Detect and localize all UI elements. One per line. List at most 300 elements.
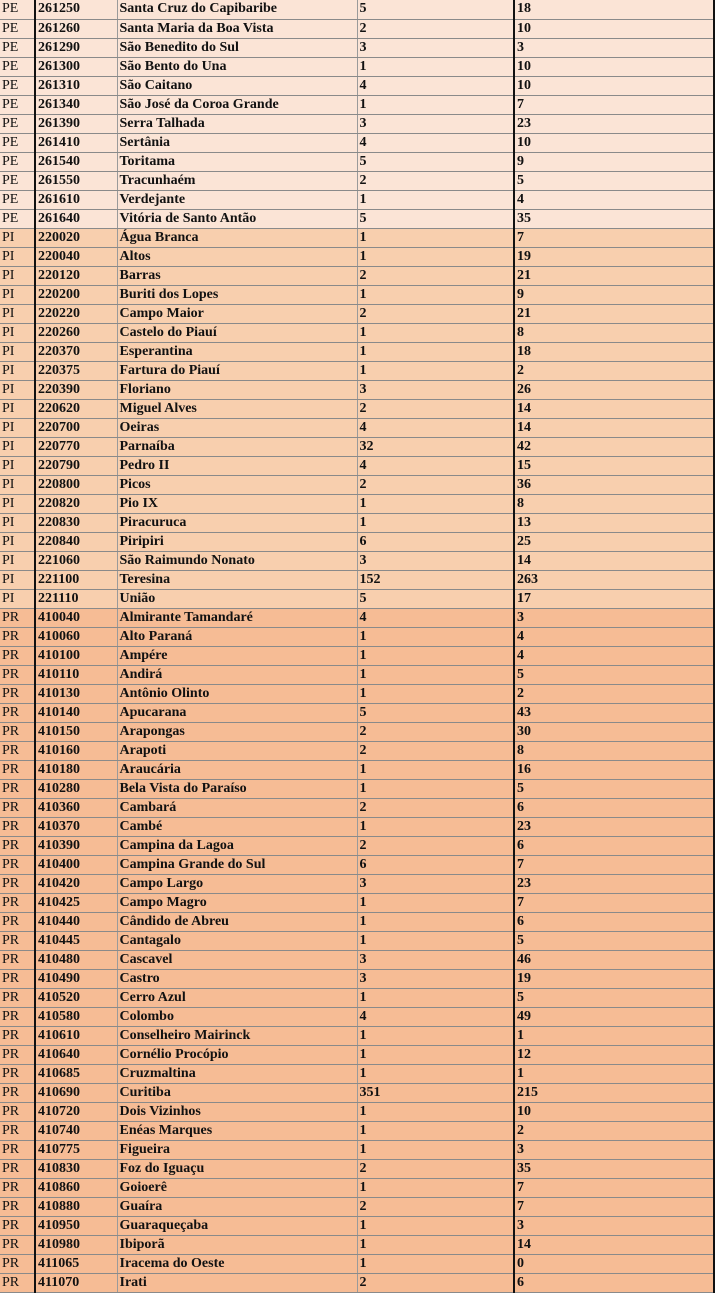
ibge-code-cell: 261540 <box>35 152 117 171</box>
value-2-cell: 14 <box>514 1235 714 1254</box>
state-cell: PR <box>0 931 35 950</box>
ibge-code-cell: 220120 <box>35 266 117 285</box>
value-1-cell: 5 <box>357 152 514 171</box>
table-row <box>0 152 714 171</box>
municipality-cell: Água Branca <box>117 228 357 247</box>
state-cell: PE <box>0 114 35 133</box>
value-2-cell: 7 <box>514 1197 714 1216</box>
value-1-cell: 5 <box>357 209 514 228</box>
value-1-cell: 4 <box>357 1007 514 1026</box>
table-row <box>0 171 714 190</box>
value-2-cell: 49 <box>514 1007 714 1026</box>
municipality-cell: Cerro Azul <box>117 988 357 1007</box>
municipality-cell: Pio IX <box>117 494 357 513</box>
ibge-code-cell: 220375 <box>35 361 117 380</box>
table-row <box>0 228 714 247</box>
state-cell: PI <box>0 437 35 456</box>
value-1-cell: 2 <box>357 836 514 855</box>
value-1-cell: 3 <box>357 114 514 133</box>
value-1-cell: 1 <box>357 361 514 380</box>
state-cell: PR <box>0 646 35 665</box>
value-2-cell: 19 <box>514 969 714 988</box>
table-row <box>0 285 714 304</box>
state-cell: PR <box>0 1121 35 1140</box>
table-row <box>0 456 714 475</box>
state-cell: PE <box>0 152 35 171</box>
ibge-code-cell: 221110 <box>35 589 117 608</box>
value-1-cell: 1 <box>357 1121 514 1140</box>
table-row <box>0 817 714 836</box>
value-1-cell: 1 <box>357 1140 514 1159</box>
value-2-cell: 10 <box>514 1102 714 1121</box>
ibge-code-cell: 261410 <box>35 133 117 152</box>
value-2-cell: 14 <box>514 418 714 437</box>
value-1-cell: 1 <box>357 1254 514 1273</box>
value-2-cell: 23 <box>514 114 714 133</box>
municipality-cell: São José da Coroa Grande <box>117 95 357 114</box>
value-1-cell: 2 <box>357 399 514 418</box>
table-row <box>0 513 714 532</box>
value-1-cell: 1 <box>357 1102 514 1121</box>
state-cell: PI <box>0 342 35 361</box>
value-2-cell: 3 <box>514 1140 714 1159</box>
value-2-cell: 25 <box>514 532 714 551</box>
ibge-code-cell: 261610 <box>35 190 117 209</box>
table-row <box>0 855 714 874</box>
table-row <box>0 1235 714 1254</box>
state-cell: PR <box>0 798 35 817</box>
ibge-code-cell: 410720 <box>35 1102 117 1121</box>
value-2-cell: 1 <box>514 1026 714 1045</box>
ibge-code-cell: 410390 <box>35 836 117 855</box>
ibge-code-cell: 411065 <box>35 1254 117 1273</box>
state-cell: PI <box>0 285 35 304</box>
municipality-cell: Tracunhaém <box>117 171 357 190</box>
value-1-cell: 1 <box>357 57 514 76</box>
state-cell: PI <box>0 513 35 532</box>
value-2-cell: 23 <box>514 874 714 893</box>
ibge-code-cell: 221060 <box>35 551 117 570</box>
municipality-cell: Irati <box>117 1273 357 1292</box>
value-1-cell: 1 <box>357 95 514 114</box>
municipality-cell: Dois Vizinhos <box>117 1102 357 1121</box>
state-cell: PI <box>0 551 35 570</box>
municipality-cell: Iracema do Oeste <box>117 1254 357 1273</box>
value-2-cell: 8 <box>514 494 714 513</box>
value-1-cell: 2 <box>357 722 514 741</box>
table-row <box>0 627 714 646</box>
state-cell: PR <box>0 836 35 855</box>
value-1-cell: 1 <box>357 931 514 950</box>
ibge-code-cell: 410150 <box>35 722 117 741</box>
ibge-code-cell: 410490 <box>35 969 117 988</box>
ibge-code-cell: 410860 <box>35 1178 117 1197</box>
state-cell: PR <box>0 874 35 893</box>
value-1-cell: 1 <box>357 893 514 912</box>
value-1-cell: 1 <box>357 1064 514 1083</box>
table-row <box>0 1102 714 1121</box>
value-1-cell: 1 <box>357 1178 514 1197</box>
value-2-cell: 18 <box>514 0 714 19</box>
value-2-cell: 10 <box>514 133 714 152</box>
municipality-cell: Pedro II <box>117 456 357 475</box>
state-cell: PI <box>0 456 35 475</box>
municipality-cell: Campo Maior <box>117 304 357 323</box>
value-2-cell: 3 <box>514 38 714 57</box>
value-1-cell: 2 <box>357 19 514 38</box>
state-cell: PR <box>0 1273 35 1292</box>
municipality-cell: São Bento do Una <box>117 57 357 76</box>
value-1-cell: 3 <box>357 551 514 570</box>
value-2-cell: 12 <box>514 1045 714 1064</box>
state-cell: PR <box>0 1235 35 1254</box>
table-row <box>0 684 714 703</box>
value-1-cell: 6 <box>357 855 514 874</box>
table-row <box>0 570 714 589</box>
table-row <box>0 1121 714 1140</box>
municipality-cell: Almirante Tamandaré <box>117 608 357 627</box>
state-cell: PR <box>0 703 35 722</box>
value-2-cell: 35 <box>514 1159 714 1178</box>
municipality-cell: Toritama <box>117 152 357 171</box>
state-cell: PR <box>0 684 35 703</box>
value-1-cell: 2 <box>357 741 514 760</box>
municipality-cell: Castelo do Piauí <box>117 323 357 342</box>
table-row <box>0 76 714 95</box>
municipality-cell: Cascavel <box>117 950 357 969</box>
state-cell: PE <box>0 57 35 76</box>
value-2-cell: 6 <box>514 1273 714 1292</box>
ibge-code-cell: 410280 <box>35 779 117 798</box>
value-2-cell: 16 <box>514 760 714 779</box>
table-row <box>0 1083 714 1102</box>
state-cell: PR <box>0 760 35 779</box>
municipality-cell: Piracuruca <box>117 513 357 532</box>
municipality-cell: Alto Paraná <box>117 627 357 646</box>
municipality-cell: Campina Grande do Sul <box>117 855 357 874</box>
value-2-cell: 23 <box>514 817 714 836</box>
ibge-code-cell: 410370 <box>35 817 117 836</box>
table-row <box>0 931 714 950</box>
municipality-cell: Piripiri <box>117 532 357 551</box>
table-row <box>0 532 714 551</box>
value-2-cell: 7 <box>514 855 714 874</box>
table-row <box>0 665 714 684</box>
state-cell: PR <box>0 1140 35 1159</box>
municipality-cell: Cruzmaltina <box>117 1064 357 1083</box>
ibge-code-cell: 410580 <box>35 1007 117 1026</box>
table-row <box>0 874 714 893</box>
value-1-cell: 1 <box>357 513 514 532</box>
value-1-cell: 2 <box>357 1159 514 1178</box>
value-2-cell: 5 <box>514 665 714 684</box>
table-row <box>0 361 714 380</box>
state-cell: PR <box>0 608 35 627</box>
value-2-cell: 3 <box>514 608 714 627</box>
ibge-code-cell: 410110 <box>35 665 117 684</box>
state-cell: PR <box>0 1216 35 1235</box>
state-cell: PI <box>0 418 35 437</box>
municipality-cell: Vitória de Santo Antão <box>117 209 357 228</box>
ibge-code-cell: 220260 <box>35 323 117 342</box>
table-row <box>0 1045 714 1064</box>
value-2-cell: 43 <box>514 703 714 722</box>
municipality-cell: Altos <box>117 247 357 266</box>
table-row <box>0 760 714 779</box>
table-row <box>0 969 714 988</box>
table-row <box>0 551 714 570</box>
value-1-cell: 3 <box>357 38 514 57</box>
state-cell: PR <box>0 665 35 684</box>
municipality-cell: Colombo <box>117 1007 357 1026</box>
value-1-cell: 32 <box>357 437 514 456</box>
value-1-cell: 1 <box>357 1216 514 1235</box>
municipality-cell: Cândido de Abreu <box>117 912 357 931</box>
municipality-cell: Guaíra <box>117 1197 357 1216</box>
state-cell: PI <box>0 532 35 551</box>
value-1-cell: 1 <box>357 1235 514 1254</box>
value-1-cell: 1 <box>357 665 514 684</box>
table-row <box>0 380 714 399</box>
municipality-cell: Campo Largo <box>117 874 357 893</box>
value-2-cell: 26 <box>514 380 714 399</box>
ibge-code-cell: 261260 <box>35 19 117 38</box>
state-cell: PR <box>0 741 35 760</box>
value-1-cell: 152 <box>357 570 514 589</box>
value-1-cell: 2 <box>357 798 514 817</box>
state-cell: PR <box>0 1178 35 1197</box>
table-row <box>0 741 714 760</box>
state-cell: PR <box>0 1159 35 1178</box>
ibge-code-cell: 410060 <box>35 627 117 646</box>
ibge-code-cell: 261290 <box>35 38 117 57</box>
value-2-cell: 35 <box>514 209 714 228</box>
table-row <box>0 893 714 912</box>
state-cell: PR <box>0 1064 35 1083</box>
state-cell: PI <box>0 228 35 247</box>
table-row <box>0 836 714 855</box>
state-cell: PR <box>0 779 35 798</box>
table-row <box>0 0 714 19</box>
ibge-code-cell: 410610 <box>35 1026 117 1045</box>
ibge-code-cell: 411070 <box>35 1273 117 1292</box>
ibge-code-cell: 220820 <box>35 494 117 513</box>
value-2-cell: 5 <box>514 988 714 1007</box>
ibge-code-cell: 410480 <box>35 950 117 969</box>
municipality-cell: Goioerê <box>117 1178 357 1197</box>
state-cell: PI <box>0 570 35 589</box>
table-row <box>0 1178 714 1197</box>
municipality-cell: Miguel Alves <box>117 399 357 418</box>
municipality-cell: Castro <box>117 969 357 988</box>
value-1-cell: 4 <box>357 608 514 627</box>
table-row <box>0 133 714 152</box>
ibge-code-cell: 220800 <box>35 475 117 494</box>
value-2-cell: 263 <box>514 570 714 589</box>
value-1-cell: 2 <box>357 266 514 285</box>
value-1-cell: 4 <box>357 456 514 475</box>
ibge-code-cell: 410740 <box>35 1121 117 1140</box>
municipality-cell: Sertânia <box>117 133 357 152</box>
value-2-cell: 18 <box>514 342 714 361</box>
ibge-code-cell: 410160 <box>35 741 117 760</box>
value-2-cell: 2 <box>514 1121 714 1140</box>
table-row <box>0 1064 714 1083</box>
value-2-cell: 4 <box>514 190 714 209</box>
state-cell: PR <box>0 1197 35 1216</box>
value-1-cell: 1 <box>357 988 514 1007</box>
state-cell: PI <box>0 589 35 608</box>
table-row <box>0 1007 714 1026</box>
municipality-cell: Verdejante <box>117 190 357 209</box>
table-row <box>0 209 714 228</box>
value-2-cell: 0 <box>514 1254 714 1273</box>
municipality-cell: Conselheiro Mairinck <box>117 1026 357 1045</box>
ibge-code-cell: 410180 <box>35 760 117 779</box>
table-row <box>0 95 714 114</box>
value-2-cell: 7 <box>514 228 714 247</box>
municipality-cell: Picos <box>117 475 357 494</box>
value-1-cell: 1 <box>357 1026 514 1045</box>
table-row <box>0 1216 714 1235</box>
value-1-cell: 3 <box>357 950 514 969</box>
value-2-cell: 4 <box>514 646 714 665</box>
municipality-cell: Apucarana <box>117 703 357 722</box>
table-row <box>0 950 714 969</box>
ibge-code-cell: 261640 <box>35 209 117 228</box>
ibge-code-cell: 221100 <box>35 570 117 589</box>
ibge-code-cell: 410775 <box>35 1140 117 1159</box>
value-1-cell: 1 <box>357 684 514 703</box>
table-row <box>0 779 714 798</box>
value-1-cell: 5 <box>357 703 514 722</box>
value-2-cell: 36 <box>514 475 714 494</box>
state-cell: PR <box>0 817 35 836</box>
value-2-cell: 7 <box>514 95 714 114</box>
value-1-cell: 4 <box>357 76 514 95</box>
value-2-cell: 5 <box>514 779 714 798</box>
ibge-code-cell: 410420 <box>35 874 117 893</box>
value-2-cell: 4 <box>514 627 714 646</box>
value-1-cell: 3 <box>357 380 514 399</box>
municipality-cell: Antônio Olinto <box>117 684 357 703</box>
ibge-code-cell: 410640 <box>35 1045 117 1064</box>
value-1-cell: 1 <box>357 247 514 266</box>
value-1-cell: 6 <box>357 532 514 551</box>
value-1-cell: 1 <box>357 1045 514 1064</box>
value-2-cell: 30 <box>514 722 714 741</box>
state-cell: PR <box>0 1102 35 1121</box>
ibge-code-cell: 220770 <box>35 437 117 456</box>
state-cell: PR <box>0 627 35 646</box>
value-1-cell: 3 <box>357 969 514 988</box>
table-row <box>0 57 714 76</box>
value-2-cell: 14 <box>514 399 714 418</box>
state-cell: PI <box>0 361 35 380</box>
municipality-cell: Oeiras <box>117 418 357 437</box>
municipality-cell: Teresina <box>117 570 357 589</box>
state-cell: PR <box>0 969 35 988</box>
value-1-cell: 4 <box>357 418 514 437</box>
municipality-cell: Cornélio Procópio <box>117 1045 357 1064</box>
table-row <box>0 722 714 741</box>
municipality-cell: União <box>117 589 357 608</box>
value-2-cell: 6 <box>514 836 714 855</box>
ibge-code-cell: 220700 <box>35 418 117 437</box>
value-1-cell: 1 <box>357 342 514 361</box>
ibge-code-cell: 220390 <box>35 380 117 399</box>
state-cell: PI <box>0 247 35 266</box>
ibge-code-cell: 261310 <box>35 76 117 95</box>
state-cell: PR <box>0 1045 35 1064</box>
table-row <box>0 608 714 627</box>
value-2-cell: 3 <box>514 1216 714 1235</box>
state-cell: PE <box>0 209 35 228</box>
value-1-cell: 1 <box>357 190 514 209</box>
value-2-cell: 215 <box>514 1083 714 1102</box>
state-cell: PR <box>0 1254 35 1273</box>
municipality-cell: Floriano <box>117 380 357 399</box>
ibge-code-cell: 220830 <box>35 513 117 532</box>
value-2-cell: 1 <box>514 1064 714 1083</box>
table-row <box>0 114 714 133</box>
value-2-cell: 46 <box>514 950 714 969</box>
ibge-code-cell: 220020 <box>35 228 117 247</box>
value-1-cell: 1 <box>357 323 514 342</box>
value-1-cell: 1 <box>357 912 514 931</box>
ibge-code-cell: 220790 <box>35 456 117 475</box>
ibge-code-cell: 220040 <box>35 247 117 266</box>
municipality-cell: São Caitano <box>117 76 357 95</box>
municipality-cell: Barras <box>117 266 357 285</box>
municipality-cell: Esperantina <box>117 342 357 361</box>
value-2-cell: 5 <box>514 171 714 190</box>
table-row <box>0 418 714 437</box>
value-2-cell: 10 <box>514 19 714 38</box>
state-cell: PE <box>0 38 35 57</box>
municipality-cell: Serra Talhada <box>117 114 357 133</box>
ibge-code-cell: 410440 <box>35 912 117 931</box>
value-2-cell: 6 <box>514 912 714 931</box>
state-cell: PI <box>0 266 35 285</box>
state-cell: PR <box>0 988 35 1007</box>
municipality-cell: Andirá <box>117 665 357 684</box>
value-2-cell: 42 <box>514 437 714 456</box>
table-row <box>0 912 714 931</box>
value-1-cell: 1 <box>357 285 514 304</box>
ibge-code-cell: 410040 <box>35 608 117 627</box>
value-1-cell: 5 <box>357 0 514 19</box>
municipality-cell: Cambé <box>117 817 357 836</box>
table-row <box>0 1026 714 1045</box>
municipality-cell: Fartura do Piauí <box>117 361 357 380</box>
value-2-cell: 15 <box>514 456 714 475</box>
table-row <box>0 247 714 266</box>
value-1-cell: 351 <box>357 1083 514 1102</box>
table-row <box>0 988 714 1007</box>
value-2-cell: 7 <box>514 893 714 912</box>
state-cell: PR <box>0 893 35 912</box>
table-row <box>0 304 714 323</box>
table-row <box>0 266 714 285</box>
state-cell: PR <box>0 912 35 931</box>
table-row <box>0 475 714 494</box>
ibge-code-cell: 410690 <box>35 1083 117 1102</box>
state-cell: PE <box>0 0 35 19</box>
table-row <box>0 703 714 722</box>
value-2-cell: 13 <box>514 513 714 532</box>
value-2-cell: 2 <box>514 684 714 703</box>
